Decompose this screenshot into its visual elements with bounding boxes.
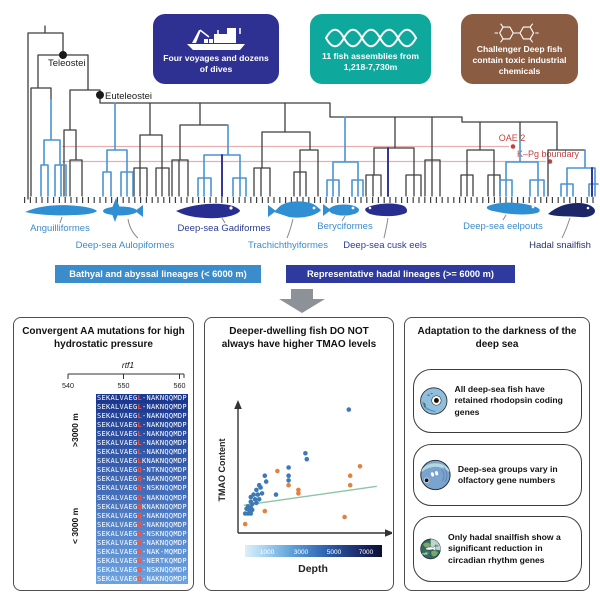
fish-silhouettes <box>25 198 595 222</box>
olfactory-card <box>413 444 582 506</box>
alignment-row: SEKALVAEGQ-NAKNQQMDP <box>97 538 187 547</box>
alignment-row: SEKALVAEGQ-NSKNQQMDP <box>97 529 187 538</box>
scatter-point <box>274 492 279 497</box>
scatter-point <box>257 483 262 488</box>
voyages-text: Four voyages and dozens of dives <box>163 53 269 74</box>
beryciformes-fish <box>323 204 359 216</box>
scatter-point <box>296 491 301 496</box>
scatter-point <box>348 483 353 488</box>
axes <box>238 408 387 533</box>
alignment-row: SEKALVAEGQKNAKNQQMDP <box>97 502 187 511</box>
assemblies-text: 11 fish assemblies from 1,218-7,730m <box>322 51 419 72</box>
gene-name-rtf1: rtf1 <box>121 360 135 370</box>
scatter-point <box>358 464 363 469</box>
scatter-point <box>250 502 255 507</box>
depth-group-deep-label: >3000 m <box>70 413 80 448</box>
gadiformes-fish <box>176 204 240 218</box>
scatter-point <box>251 492 256 497</box>
alignment-row: SEKALVAEGQ-NAK-MQMDP <box>97 547 187 556</box>
y-axis-arrow <box>234 400 242 409</box>
ruler-tick-560: 560 <box>173 381 186 390</box>
chemicals-text: Challenger Deep fish contain toxic industrial chemicals <box>472 43 567 76</box>
euteleostei-node-dot <box>96 91 104 99</box>
alignment-row: SEKALVAEGL-NAKNQQMDP <box>97 430 187 439</box>
dna-helix-icon <box>321 25 421 51</box>
taxon-hadal-snailfish: Hadal snailfish <box>529 240 591 251</box>
alignment-row: SEKALVAEGQ-NAKNQQMDP <box>97 493 187 502</box>
circadian-card <box>413 516 582 582</box>
taxa-labels <box>30 221 591 251</box>
sequence-alignment <box>96 394 188 584</box>
research-vessel-icon <box>181 23 251 53</box>
alignment-row: SEKALVAEGQ-NSKNQQMDP <box>97 565 187 574</box>
tmao-panel-title: Deeper-dwelling fish DO NOT always have higher TMAO levels <box>221 326 377 350</box>
residue-ruler <box>58 372 198 392</box>
oae2-marker-dot <box>511 144 516 149</box>
biphenyl-molecule-icon <box>488 22 552 44</box>
kpg-boundary-label: K–Pg boundary <box>516 149 580 159</box>
alignment-row: SEKALVAEGL-NAKNQQMDP <box>97 448 187 457</box>
oae2-label: OAE 2 <box>498 133 526 143</box>
alignment-row: SEKALVAEGQ-NAKNQQMDP <box>97 475 187 484</box>
taxon-cusk-eels: Deep-sea cusk eels <box>343 240 427 251</box>
alignment-row: SEKALVAEGQ-NAKNQQMDP <box>97 574 187 583</box>
colorbar-tick: 1000 <box>259 549 275 556</box>
alignment-row: SEKALVAEGQ-NAKNQQMDP <box>97 520 187 529</box>
tmao-depth-scatter <box>205 318 392 589</box>
pressure-panel <box>13 317 194 591</box>
scatter-point <box>286 465 291 470</box>
taxon-eelpouts: Deep-sea eelpouts <box>463 221 543 232</box>
scatter-point <box>257 497 262 502</box>
alignment-row: SEKALVAEGL-NAKNQQMDP <box>97 412 187 421</box>
chemicals-box <box>461 14 578 84</box>
alignment-row: SEKALVAEGL-NAKNQQMDP <box>97 394 187 402</box>
down-arrow-icon <box>279 289 325 313</box>
trachichthyiformes-fish <box>268 201 321 217</box>
scatter-point <box>347 407 352 412</box>
ruler-tick-540: 540 <box>62 381 74 390</box>
alignment-row: SEKALVAEGQ-NTKNQQMDP <box>97 466 187 475</box>
darkness-panel-title: Adaptation to the darkness of the deep sea <box>417 326 577 350</box>
scatter-point <box>275 469 280 474</box>
scatter-point <box>243 522 248 527</box>
scatter-point <box>305 457 310 462</box>
scatter-point <box>348 473 353 478</box>
alignment-row: SEKALVAEGQ-NSKNQQMDP <box>97 484 187 493</box>
alignment-row: SEKALVAEGQ-NAKNQQMDP <box>97 511 187 520</box>
scatter-point <box>253 497 258 502</box>
night-label: night <box>421 552 428 556</box>
alignment-row: SEKALVAEGQ-NERTKQMDP <box>97 556 187 565</box>
scatter-point <box>342 515 347 520</box>
assemblies-box <box>310 14 431 84</box>
alignment-row: SEKALVAEGLKNAKNQQMDP <box>97 457 187 466</box>
colorbar-tick: 5000 <box>326 549 342 556</box>
scatter-point <box>254 488 259 493</box>
alignment-row: SEKALVAEGL-NAKNQQMDP <box>97 439 187 448</box>
scatter-point <box>264 479 269 484</box>
rhodopsin-eye-icon <box>419 373 449 429</box>
scatter-point <box>303 451 308 456</box>
legend-bathyal-bar: Bathyal and abyssal lineages (< 6000 m) <box>55 265 261 283</box>
scatter-point <box>286 483 291 488</box>
scatter-point <box>263 509 268 514</box>
scatter-points <box>243 407 362 526</box>
day-label: day <box>434 544 439 548</box>
scatter-point <box>286 473 291 478</box>
taxon-beryciformes: Beryciformes <box>317 221 373 232</box>
ruler-tick-550: 550 <box>117 381 130 390</box>
scatter-point <box>263 473 268 478</box>
anguilliformes-fish <box>25 205 97 215</box>
hadal-snailfish-fish <box>548 203 595 217</box>
scatter-point <box>260 491 265 496</box>
voyages-box <box>153 14 279 84</box>
colorbar-tick: 7000 <box>358 549 374 556</box>
trend-line <box>244 486 377 505</box>
y-axis-label: TMAO Content <box>217 438 227 502</box>
x-axis-arrow <box>385 529 392 537</box>
circadian-globe-icon <box>419 521 442 577</box>
depth-group-shallow-label: < 3000 m <box>70 507 80 544</box>
pressure-panel-title: Convergent AA mutations for high hydrostatic pressure <box>22 326 185 350</box>
rhodopsin-card-text: All deep-sea fish have retained rhodopsin coding genes <box>454 384 563 417</box>
olfactory-card-text: Deep-sea groups vary in olfactory gene numbers <box>457 463 558 485</box>
alignment-row: SEKALVAEGL-NAKNQQMDP <box>97 421 187 430</box>
legend-hadal-bar: Representative hadal lineages (>= 6000 m) <box>286 265 515 283</box>
darkness-panel <box>404 317 590 591</box>
teleostei-label: Teleostei <box>48 58 86 69</box>
taxon-anguilliformes: Anguilliformes <box>30 223 90 234</box>
tmao-panel <box>204 317 394 591</box>
taxon-gadiformes: Deep-sea Gadiformes <box>177 223 271 234</box>
eelpout-fish <box>487 203 540 215</box>
euteleostei-label: Euteleostei <box>105 91 153 102</box>
x-axis-label: Depth <box>298 563 328 575</box>
colorbar-tick: 3000 <box>293 549 309 556</box>
rhodopsin-card <box>413 369 582 433</box>
taxon-aulopiformes: Deep-sea Aulopiformes <box>75 240 175 251</box>
cusk-eel-fish <box>365 204 407 217</box>
taxon-trachichthyiformes: Trachichthyiformes <box>248 240 328 251</box>
alignment-row: SEKALVAEGL-NAKNQQMDP <box>97 403 187 412</box>
scatter-point <box>256 492 261 497</box>
scatter-point <box>286 478 291 483</box>
olfactory-fish-icon <box>419 447 452 503</box>
circadian-card-text: Only hadal snailfish show a significant reduction in circadian rhythm genes <box>448 532 561 565</box>
